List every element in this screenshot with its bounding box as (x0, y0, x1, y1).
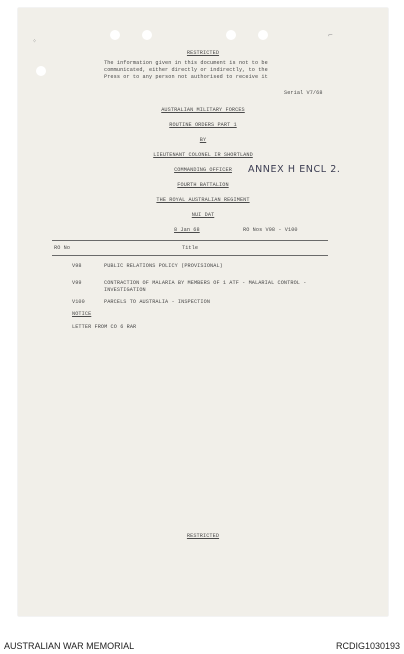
table-row-title: PUBLIC RELATIONS POLICY (PROVISIONAL) (104, 263, 223, 269)
table-row-ro-no: V99 (72, 280, 82, 286)
notice-text: LETTER FROM CO 6 RAR (72, 324, 137, 330)
punch-hole (258, 30, 268, 40)
punch-hole (142, 30, 152, 40)
punch-hole (36, 66, 46, 76)
notice-heading: NOTICE (72, 311, 92, 317)
pencil-mark: ⌐ (328, 32, 334, 39)
ro-range: RO Nos V98 - V100 (243, 227, 298, 233)
header-line: NUI DAT (191, 212, 215, 218)
footer-credit: AUSTRALIAN WAR MEMORIAL (4, 641, 135, 651)
header-line: COMMANDING OFFICER (174, 167, 232, 173)
table-row-ro-no: V100 (72, 299, 85, 305)
header-line: ROUTINE ORDERS PART 1 (169, 122, 237, 128)
header-line: BY (199, 137, 207, 143)
document-page (18, 8, 388, 616)
handwritten-annotation: ANNEX H ENCL 2. (248, 164, 341, 175)
document-date: 8 Jan 68 (174, 227, 200, 233)
punch-hole (226, 30, 236, 40)
table-row-title: CONTRACTION OF MALARIA BY MEMBERS OF 1 ATF - MALARIAL CONTROL - (104, 280, 307, 286)
table-rule-top (52, 240, 328, 241)
column-header-ro-no: RO No (54, 245, 71, 251)
punch-hole (110, 30, 120, 40)
pencil-mark: ⁘ (32, 38, 38, 45)
notice-line: The information given in this document is not to be (104, 60, 268, 66)
table-row-ro-no: V98 (72, 263, 82, 269)
notice-line: communicated, either directly or indirectly, to the (104, 67, 268, 73)
header-line: AUSTRALIAN MILITARY FORCES (161, 107, 245, 113)
table-row-title: PARCELS TO AUSTRALIA - INSPECTION (104, 299, 211, 305)
table-rule-bottom (52, 255, 328, 256)
header-line: LIEUTENANT COLONEL IR SHORTLAND (153, 152, 253, 158)
header-line: THE ROYAL AUSTRALIAN REGIMENT (156, 197, 250, 203)
classification-top: RESTRICTED (186, 50, 220, 56)
header-line: FOURTH BATTALION (177, 182, 229, 188)
footer-id: RCDIG1030193 (335, 641, 400, 651)
table-row-title-continued: INVESTIGATION (104, 287, 146, 293)
serial-number: Serial V7/68 (284, 90, 323, 96)
column-header-title: Title (182, 245, 199, 251)
classification-bottom: RESTRICTED (186, 533, 220, 539)
notice-line: Press or to any person not authorised to receive it (104, 74, 268, 80)
